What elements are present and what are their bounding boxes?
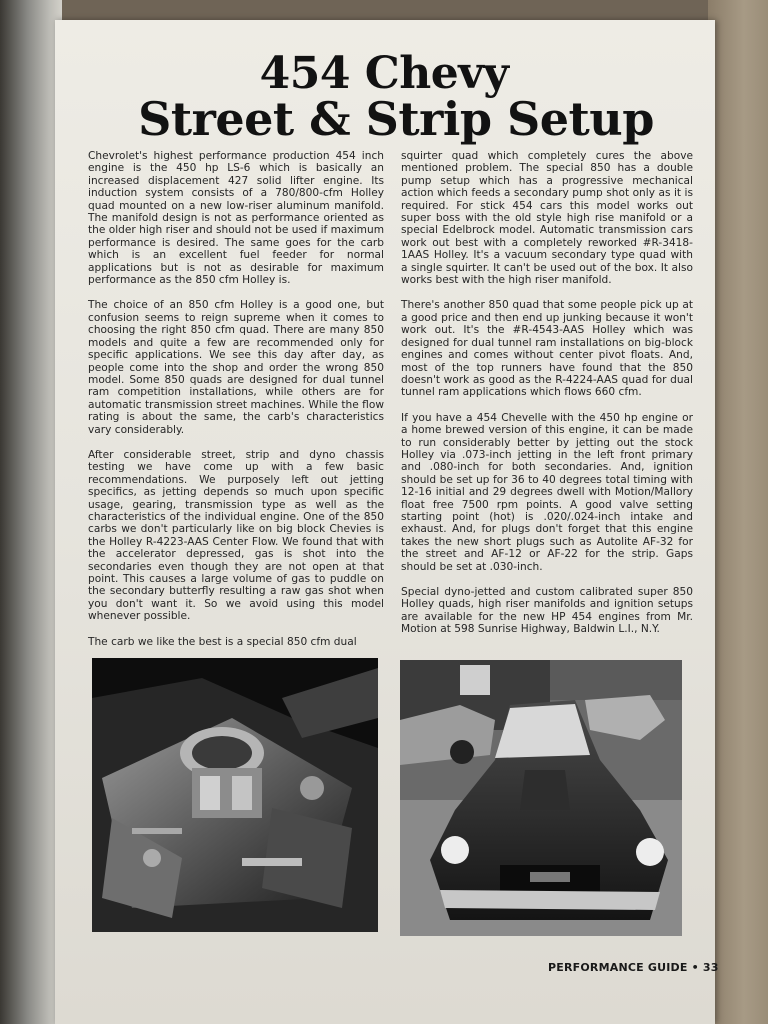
article-title-line1: 454 Chevy (259, 48, 509, 99)
magazine-spine (0, 0, 62, 1024)
paragraph: Chevrolet's highest performance production 454 inch engine is the 450 hp LS-6 which is basically an increased displacement 427 solid lifter engine. Its induction system consists of a 780/800-cfm Holley quad mounted on a new low-riser aluminum manifold. The manifold design is not as performance oriented as the older high riser and should not be used if maximum performance is desired. The same goes for the carb which is an excellent fuel feeder for normal applications but is not as desirable for maximum performance as the 850 cfm Holley is. (88, 150, 385, 287)
paragraph: squirter quad which completely cures the above mentioned problem. The special 850 has a double pump setup which has a progressive mechanical action which feeds a secondary pump shot only as it is required. For stick 454 cars this model works out super boss with the old style high rise manifold or a special Edelbrock model. Automatic transmission cars work out best with a completely reworked #R-3418-1AAS Holley. It's a vacuum secondary type quad with a single squirter. It can't be used out of the box. It also works best with the high riser manifold. (401, 150, 693, 287)
page-footer: PERFORMANCE GUIDE • 33 (548, 961, 719, 974)
right-column (401, 150, 693, 649)
car-photo (400, 660, 682, 936)
paragraph: There's another 850 quad that some people pick up at a good price and then end up junking because it won't work out. It's the #R-4543-AAS Holley which was designed for dual tunnel ram installations on big-block engines and comes without center pivot floats. And, most of the top runners have found that the 850 doesn't work as good as the R-4224-AAS quad for dual tunnel ram applications which flows 660 cfm. (401, 299, 693, 399)
left-column (88, 150, 384, 661)
paragraph: If you have a 454 Chevelle with the 450 hp engine or a home brewed version of this engine, it can be made to run considerably better by jetting out the stock Holley via .073-inch jetting in the left front primary and .080-inch for both secondaries. And, ignition should be set up for 36 to 40 degrees total timing with 12-16 initial and 29 degrees dwell with Motion/Mallory float free 7500 rpm points. A good valve setting starting point (hot) is .020/.024-inch intake and exhaust. And, for plugs don't forget that this engine takes the new short plugs such as Autolite AF-32 for the street and AF-12 or AF-22 for the strip. Gaps should be set at .030-inch. (401, 411, 693, 573)
paragraph: The choice of an 850 cfm Holley is a good one, but confusion seems to reign supreme when it comes to choosing the right 850 cfm quad. There are many 850 models and quite a few are recommended only for specific applications. We see this day after day, as people come into the shop and order the wrong 850 model. Some 850 quads are designed for dual tunnel ram competition installations, while others are for automatic transmission street machines. While the flow rating is about the same, the carb's characteristics vary considerably. (88, 299, 384, 436)
engine-photo-art (92, 658, 378, 932)
car-photo-art (400, 660, 682, 936)
table-surface (708, 0, 768, 1024)
paragraph: After considerable street, strip and dyno chassis testing we have come up with a few basic recommendations. We purposely left out jetting specifics, as jetting depends so much upon specific usage, gearing, transmission type as well as the characteristics of the individual engine. One of the 850 carbs we don't particularly like on big block Chevies is the Holley R-4223-AAS Center Flow. We found that with the accelerator depressed, gas is shot into the secondaries even though they are not open at that point. This causes a large volume of gas to puddle on the secondary butterfly resulting a raw gas shot when you don't want it. So we avoid using this model whenever possible. (88, 448, 384, 623)
engine-photo (92, 658, 378, 932)
paragraph: The carb we like the best is a special 850 cfm dual (88, 635, 357, 648)
paragraph: Special dyno-jetted and custom calibrated super 850 Holley quads, high riser manifolds and ignition setups are available for the new HP 454 engines from Mr. Motion at 598 Sunrise Highway, Baldwin L.I., N.Y. (401, 586, 693, 636)
article-title-line2: Street & Strip Setup (138, 92, 654, 146)
